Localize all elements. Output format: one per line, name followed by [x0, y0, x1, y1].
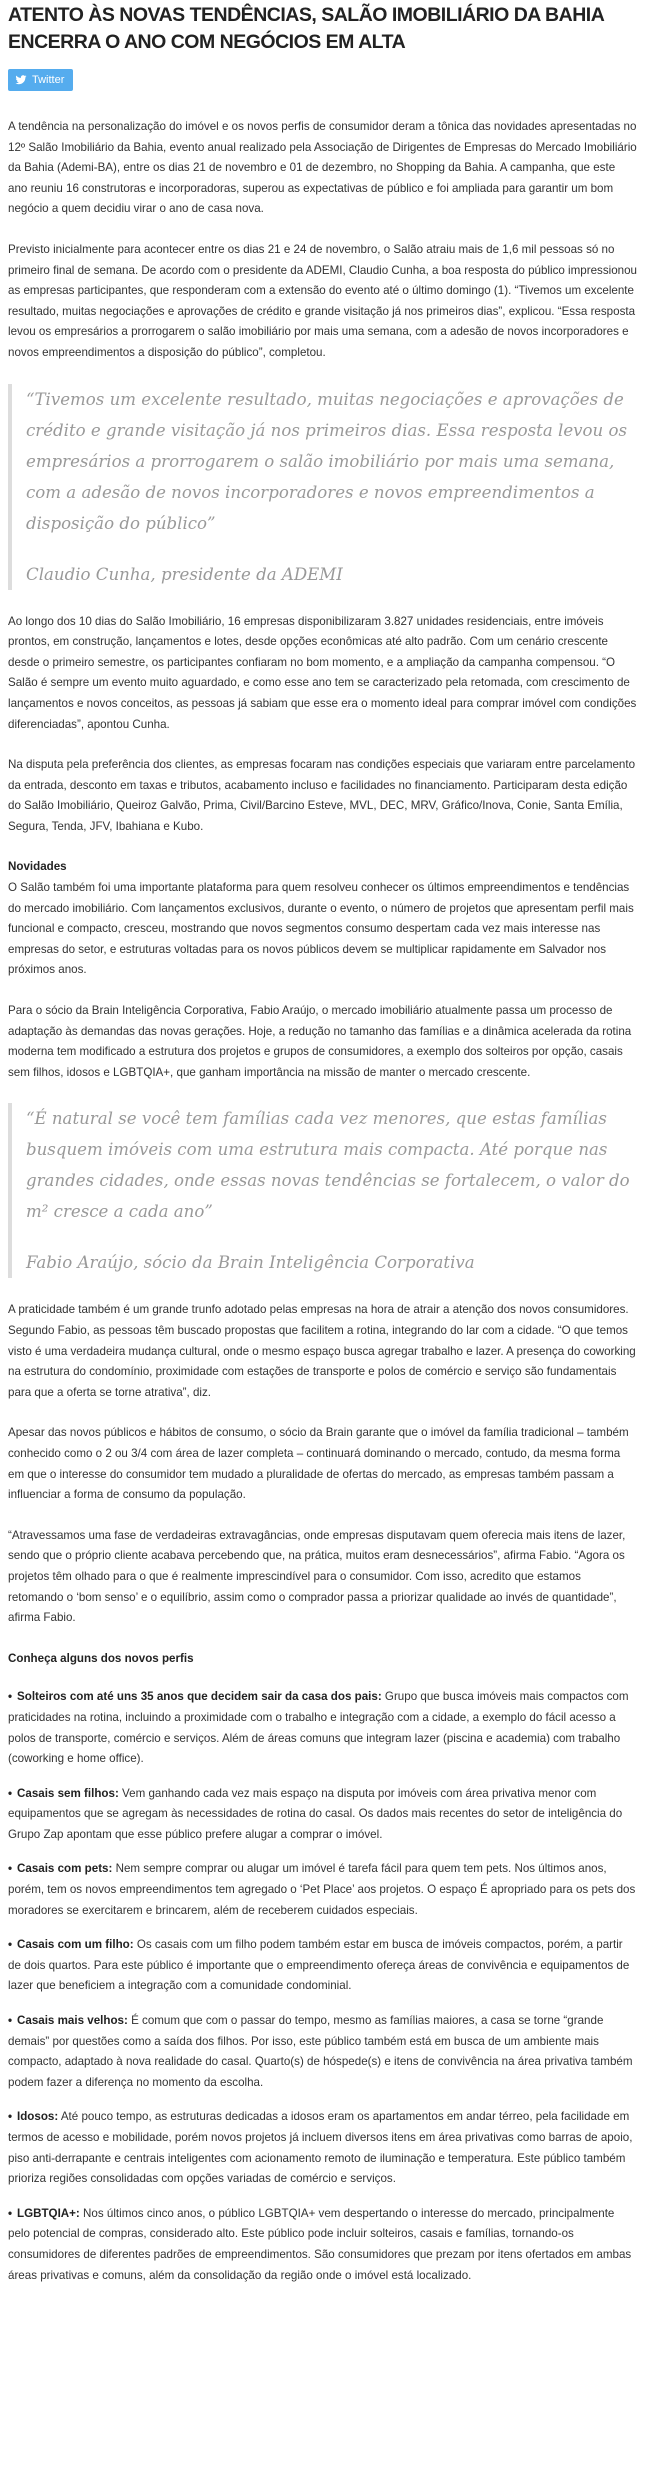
list-item: • Casais com pets: Nem sempre comprar ou alugar um imóvel é tarefa fácil para quem tem pets. Nos últimos anos, porém, tem os novos empreendimentos tem agregado o ‘Pet Place’ aos projetos. O espaço É apropriado para os pets dos moradores se exercitarem e brincarem, além de receberem cuidados especiais. — [8, 1862, 636, 1917]
paragraph: Na disputa pela preferência dos clientes, as empresas focaram nas condições especiais que variaram entre parcelamento da entrada, desconto em taxas e tributos, acabamento incluso e facilidades no financiamento. Participaram desta edição do Salão Imobiliário, Queiroz Galvão, Prima, Civil/Barcino Esteve, MVL, DEC, MRV, Gráfico/Inova, Conie, Santa Emília, Segura, Tenda, JFV, Ibahiana e Kubo. — [8, 758, 636, 833]
paragraph: A tendência na personalização do imóvel e os novos perfis de consumidor deram a tônica das novidades apresentadas no 12º Salão Imobiliário da Bahia, evento anual realizado pela Associação de Dirigentes de Empresas do Mercado Imobiliário da Bahia (Ademi-BA), entre os dias 21 de novembro e 01 de dezembro, no Shopping da Bahia. A campanha, que este ano reuniu 16 construtoras e incorporadoras, superou as expectativas de público e foi ampliada para garantir um bom negócio a quem decidiu virar o ano de casa nova. — [8, 120, 637, 216]
profile-text: Os casais com um filho podem também estar em busca de imóveis compactos, porém, a partir de dois quartos. Para este público é importante que o empreendimento ofereça áreas de convivência e equipamentos de lazer que beneficiem a integração com a comunidade condominial. — [8, 1938, 630, 1993]
profile-text: Até pouco tempo, as estruturas dedicadas a idosos eram os apartamentos em andar térreo, pela facilidade em termos de acesso e mobilidade, porém novos projetos já incluem diversos itens em área privativas como barras de apoio, piso anti-derrapante e centrais inteligentes com acionamento remoto de iluminação e temperatura. Este público também prioriza regiões consolidadas com opções variadas de comércio e serviços. — [8, 2110, 633, 2186]
twitter-label: Twitter — [32, 74, 65, 86]
profile-title: Casais sem filhos: — [17, 1786, 119, 1800]
article-title: ATENTO ÀS NOVAS TENDÊNCIAS, SALÃO IMOBILIÁRIO DA BAHIA ENCERRA O ANO COM NEGÓCIOS EM ALTA — [8, 4, 604, 53]
profile-text: Nem sempre comprar ou alugar um imóvel é tarefa fácil para quem tem pets. Nos últimos anos, porém, tem os novos empreendimentos tem agregado o ‘Pet Place’ aos projetos. O espaço É apropriado para os pets dos moradores se exercitarem e brincarem, além de receberem cuidados especiais. — [8, 1862, 636, 1917]
section-heading: Novidades — [8, 860, 67, 874]
section-heading: Conheça alguns dos novos perfis — [8, 1651, 194, 1665]
profiles-list — [8, 1687, 637, 2286]
profile-title: Idosos: — [17, 2110, 59, 2124]
paragraph: Previsto inicialmente para acontecer entre os dias 21 e 24 de novembro, o Salão atraiu mais de 1,6 mil pessoas só no primeiro final de semana. De acordo com o presidente da ADEMI, Claudio Cunha, a boa resposta do público impressionou as empresas participantes, que responderam com a extensão do evento até o último domingo (1). “Tivemos um excelente resultado, muitas negociações e aprovações de crédito e grande visitação já nos primeiros dias”, explicou. “Essa resposta levou os empresários a prorrogarem o salão imobiliário por mais uma semana, com a adesão de novos incorporadores e novos empreendimentos a disposição do público”, completou. — [8, 242, 637, 359]
list-item: • Casais mais velhos: É comum que com o passar do tempo, mesmo as famílias maiores, a casa se torne “grande demais” por questões como a saída dos filhos. Por isso, este público também está em busca de um ambiente mais compacto, adaptado à nova realidade do casal. Quarto(s) de hóspede(s) e itens de convivência na área privativa também podem fazer a diferença no momento da escolha. — [8, 2014, 633, 2089]
paragraph: O Salão também foi uma importante plataforma para quem resolveu conhecer os últimos empreendimentos e tendências do mercado imobiliário. Com lançamentos exclusivos, durante o evento, o número de projetos que apresentam perfil mais funcional e compacto, cresceu, mostrando que novos segmentos consumo despertam cada vez mais interesse nas empresas do setor, e estruturas voltadas para os novos públicos devem se multiplicar rapidamente em Salvador nos próximos anos. — [8, 881, 634, 977]
profile-text: Grupo que busca imóveis mais compactos com praticidades na rotina, incluindo a proximidade com o trabalho e integração com a cidade, a exemplo do fácil acesso a polos de transporte, comércio e serviços. Além de áreas comuns que integram lazer (piscina e academia) com trabalho (coworking e home office). — [8, 1690, 629, 1766]
profile-text: É comum que com o passar do tempo, mesmo as famílias maiores, a casa se torne “grande demais” por questões como a saída dos filhos. Por isso, este público também está em busca de um ambiente mais compacto, adaptado à nova realidade do casal. Quarto(s) de hóspede(s) e itens de convivência na área privativa também podem fazer a diferença no momento da escolha. — [8, 2014, 633, 2089]
paragraph: Para o sócio da Brain Inteligência Corporativa, Fabio Araújo, o mercado imobiliário atualmente passa um processo de adaptação às demandas das novas gerações. Hoje, a redução no tamanho das famílias e a dinâmica acelerada da rotina moderna tem modificado a estrutura dos projetos e grupos de consumidores, a exemplo dos solteiros por opção, casais sem filhos, idosos e LGBTQIA+, que ganham importância na missão de manter o mercado crescente. — [8, 1004, 632, 1079]
profile-title: LGBTQIA+: — [17, 2206, 80, 2220]
profile-title: Casais com pets: — [17, 1862, 113, 1876]
list-item: • LGBTQIA+: Nos últimos cinco anos, o público LGBTQIA+ vem despertando o interesse do mercado, principalmente pelo potencial de compras, considerado alto. Este público pode incluir solteiros, casais e famílias, tornando-os consumidores de diferentes padrões de empreendimentos. São consumidores que prezam por itens ofertados em ambas áreas privativas e comuns, além da consolidação da região onde o imóvel está localizado. — [8, 2206, 632, 2282]
list-item: • Solteiros com até uns 35 anos que decidem sair da casa dos pais: Grupo que busca imóveis mais compactos com praticidades na rotina, incluindo a proximidade com o trabalho e integração com a cidade, a exemplo do fácil acesso a polos de transporte, comércio e serviços. Além de áreas comuns que integram lazer (piscina e academia) com trabalho (coworking e home office). — [8, 1690, 629, 1766]
paragraph: Apesar das novos públicos e hábitos de consumo, o sócio da Brain garante que o imóvel da família tradicional – também conhecido como o 2 ou 3/4 com área de lazer completa – continuará dominando o mercado, contudo, da mesma forma em que o interesse do consumidor tem mudado a pluralidade de ofertas do mercado, as empresas também passam a influenciar a forma de consumo da população. — [8, 1426, 629, 1502]
quote-text: “É natural se você tem famílias cada vez menores, que estas famílias busquem imóveis com uma estrutura mais compacta. Até porque nas grandes cidades, onde essas novas tendências se fortalecem, o valor do m² cresce a cada ano” — [26, 1109, 630, 1222]
paragraph: Ao longo dos 10 dias do Salão Imobiliário, 16 empresas disponibilizaram 3.827 unidades residenciais, entre imóveis prontos, em construção, lançamentos e lotes, desde opções econômicas até alto padrão. Com um cenário crescente desde o primeiro semestre, os participantes confiaram no bom momento, e a ampliação da campanha compensou. “O Salão é sempre um evento muito aguardado, e como esse ano tem se caracterizado pela retomada, com crescimento de lançamentos e novos conceitos, as pessoas já sabiam que esse era o momento ideal para comprar imóvel com condições diferenciadas”, apontou Cunha. — [8, 614, 637, 731]
profile-title: Casais mais velhos: — [17, 2014, 128, 2028]
list-item: • Idosos: Até pouco tempo, as estruturas dedicadas a idosos eram os apartamentos em andar térreo, pela facilidade em termos de acesso e mobilidade, porém novos projetos já incluem diversos itens em área privativas como barras de apoio, piso anti-derrapante e centrais inteligentes com acionamento remoto de iluminação e temperatura. Este público também prioriza regiões consolidadas com opções variadas de comércio e serviços. — [8, 2110, 633, 2186]
list-item: • Casais com um filho: Os casais com um filho podem também estar em busca de imóveis compactos, porém, a partir de dois quartos. Para este público é importante que o empreendimento ofereça áreas de convivência e equipamentos de lazer que beneficiem a integração com a comunidade condominial. — [8, 1938, 630, 1993]
profile-text: Nos últimos cinco anos, o público LGBTQIA+ vem despertando o interesse do mercado, principalmente pelo potencial de compras, considerado alto. Este público pode incluir solteiros, casais e famílias, tornando-os consumidores de diferentes padrões de empreendimentos. São consumidores que prezam por itens ofertados em ambas áreas privativas e comuns, além da consolidação da região onde o imóvel está localizado. — [8, 2206, 632, 2282]
pull-quote — [8, 384, 637, 590]
twitter-share-button[interactable] — [8, 69, 73, 91]
list-item: • Casais sem filhos: Vem ganhando cada vez mais espaço na disputa por imóveis com área privativa menor com equipamentos que se agregam às necessidades de rotina do casal. Os dados mais recentes do setor de inteligência do Grupo Zap apontam que esse público prefere alugar a comprar o imóvel. — [8, 1786, 623, 1841]
paragraph: A praticidade também é um grande trunfo adotado pelas empresas na hora de atrair a atenção dos novos consumidores. Segundo Fabio, as pessoas têm buscado propostas que facilitem a rotina, integrando do lar com a cidade. “O que temos visto é uma verdadeira mudança cultural, onde o mesmo espaço busca agregar trabalho e lazer. A presença do coworking na estrutura do condomínio, proximidade com estações de transporte e polos de comércio e serviço são fundamentais para que a oferta se torne atrativa”, diz. — [8, 1303, 636, 1399]
quote-author: Fabio Araújo, sócio da Brain Inteligência Corporativa — [26, 1253, 475, 1273]
profile-title: Solteiros com até uns 35 anos que decidem sair da casa dos pais: — [17, 1690, 382, 1704]
profile-text: Vem ganhando cada vez mais espaço na disputa por imóveis com área privativa menor com equipamentos que se agregam às necessidades de rotina do casal. Os dados mais recentes do setor de inteligência do Grupo Zap apontam que esse público prefere alugar a comprar o imóvel. — [8, 1786, 623, 1841]
quote-author: Claudio Cunha, presidente da ADEMI — [26, 564, 343, 584]
quote-text: “Tivemos um excelente resultado, muitas negociações e aprovações de crédito e grande visitação já nos primeiros dias. Essa resposta levou os empresários a prorrogarem o salão imobiliário por mais uma semana, com a adesão de novos incorporadores e novos empreendimentos a disposição do público” — [26, 389, 627, 533]
paragraph: “Atravessamos uma fase de verdadeiras extravagâncias, onde empresas disputavam quem oferecia mais itens de lazer, sendo que o próprio cliente acabava percebendo que, na prática, muitos eram desnecessários”, afirma Fabio. “Agora os projetos têm olhado para o que é realmente imprescindível para o consumidor. Com isso, acredito que estamos retomando o ‘bom senso’ e o equilíbrio, assim como o comprador passa a priorizar qualidade ao invés de quantidade”, afirma Fabio. — [8, 1528, 626, 1625]
profile-title: Casais com um filho: — [17, 1938, 134, 1952]
pull-quote — [8, 1103, 637, 1278]
twitter-bird-icon — [15, 74, 27, 86]
share-bar — [8, 69, 637, 91]
